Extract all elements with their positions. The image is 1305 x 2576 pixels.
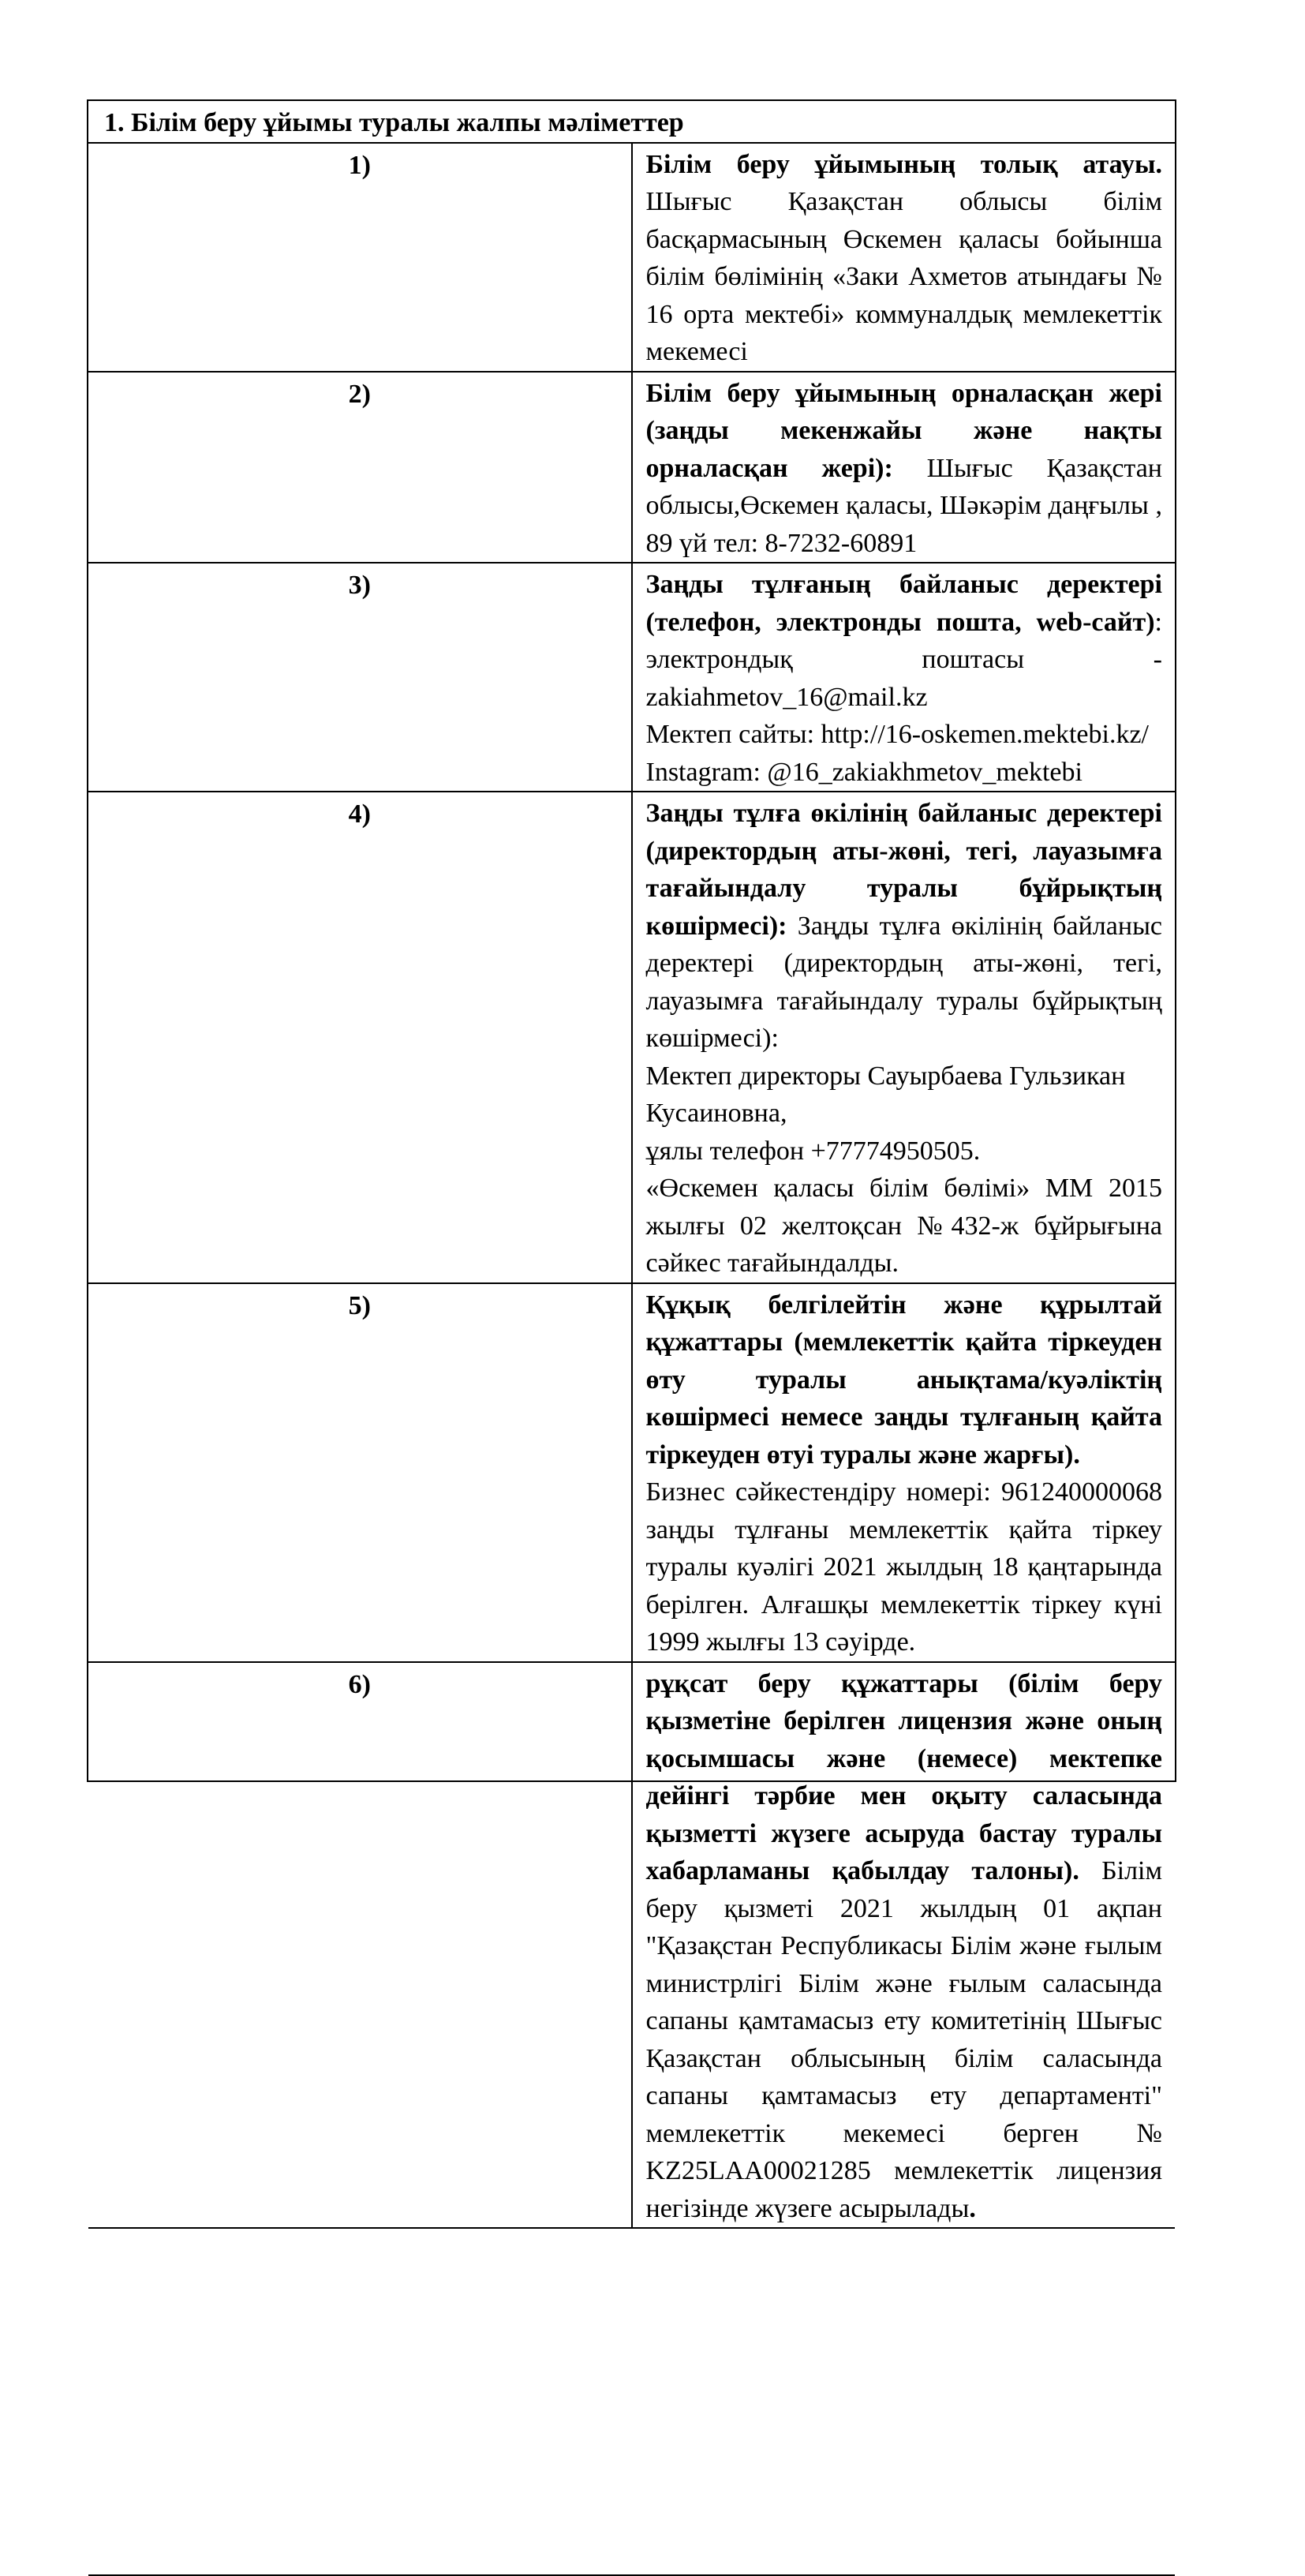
row-content xyxy=(632,792,1176,1283)
empty-row xyxy=(88,2228,1175,2575)
document-table-frame xyxy=(87,99,1176,2223)
row-number: 6) xyxy=(88,1662,632,2229)
section-header-row xyxy=(88,101,1175,143)
website-line: Мектеп сайты: http://16-oskemen.mektebi.kz/ xyxy=(645,720,1149,749)
row-number: 5) xyxy=(88,1283,632,1662)
row-number: 4) xyxy=(88,792,632,1283)
row-text: Білім беру қызметі 2021 жылдың 01 ақпан "Қазақстан Республикасы Білім және ғылым министрлігі Білім және ғылым саласында сапаны қамтамасыз ету комитетінің Шығыс Қазақстан облысының білім саласында сапаны қамтамасыз ету департаменті" мемлекеттік мекемесі берген № KZ25LAA00021285 мемлекеттік лицензия негізінде жүзеге асырылады xyxy=(645,1856,1162,2223)
section-title: 1. Білім беру ұйымы туралы жалпы мәліметтер xyxy=(88,101,1175,143)
table-row xyxy=(88,1283,1175,1662)
row-paragraph xyxy=(646,1665,1163,2228)
row-heading: рұқсат беру құжаттары (білім беру қызметіне берілген лицензия және оның қосымшасы және (немесе) мектепке дейінгі тәрбие мен оқыту саласында қызметті жүзеге асыруда бастау туралы хабарламаны қабылдау талоны). xyxy=(645,1668,1162,1885)
row-paragraph xyxy=(646,375,1163,563)
row-number: 3) xyxy=(88,563,632,792)
row-text: : электрондық поштасы - zakiahmetov_16@mail.kz xyxy=(645,607,1162,712)
row-paragraph xyxy=(646,146,1163,371)
table-row xyxy=(88,372,1175,564)
row-text: Бизнес сәйкестендіру номері: 961240000068 заңды тұлғаны мемлекеттік қайта тіркеу туралы куәлігі 2021 жылдың 18 қаңтарында берілген. Алғашқы мемлекеттік тіркеу күні 1999 жылғы 13 сәуірде. xyxy=(645,1477,1162,1657)
row-content xyxy=(632,1662,1176,2229)
row-paragraph xyxy=(646,566,1163,716)
row-text: Шығыс Қазақстан облысы білім басқармасының Өскемен қаласы бойынша білім бөлімінің «Заки Ахметов атындағы № 16 орта мектебі» коммуналдық мемлекеттік мекемесі xyxy=(645,187,1162,366)
instagram-line: Instagram: @16_zakiakhmetov_mektebi xyxy=(645,757,1083,787)
row-content xyxy=(632,563,1176,792)
row-text-end: . xyxy=(969,2193,976,2223)
general-info-table xyxy=(88,101,1175,2576)
row-heading: Құқық белгілейтін және құрылтай құжаттары (мемлекеттік қайта тіркеуден өту туралы анықтама/куәліктің көшірмесі немесе заңды тұлғаның қайта тіркеуден өтуі туралы және жарғы). xyxy=(645,1290,1162,1470)
row-number: 2) xyxy=(88,372,632,564)
row-text: Шығыс Қазақстан облысы,Өскемен қаласы, Шәкәрім даңғылы , 89 үй тел: 8-7232-60891 xyxy=(645,453,1162,558)
table-row xyxy=(88,1662,1175,2229)
row-heading: Заңды тұлға өкілінің байланыс деректері (директордың аты-жөні, тегі, лауазымға тағайындалу туралы бұйрықтың көшірмесі): xyxy=(645,799,1162,941)
row-paragraph xyxy=(646,795,1163,1058)
row-content xyxy=(632,1283,1176,1662)
row-content xyxy=(632,143,1176,372)
phone-line: ұялы телефон +77774950505. xyxy=(645,1136,981,1166)
table-row xyxy=(88,563,1175,792)
row-number: 1) xyxy=(88,143,632,372)
row-heading: Білім беру ұйымының толық атауы. xyxy=(645,149,1162,179)
row-content xyxy=(632,372,1176,564)
table-row xyxy=(88,792,1175,1283)
director-line: Мектеп директоры Сауырбаева Гульзикан Кусаиновна, xyxy=(645,1061,1126,1128)
appointment-order-text: «Өскемен қаласы білім бөлімі» ММ 2015 жылғы 02 желтоқсан №432-ж бұйрығына сәйкес тағайындалды. xyxy=(645,1174,1162,1278)
row-text: Заңды тұлға өкілінің байланыс деректері (директордың аты-жөні, тегі, лауазымға тағайындалу туралы бұйрықтың көшірмесі): xyxy=(645,911,1162,1053)
empty-cell xyxy=(88,2228,1175,2575)
table-row xyxy=(88,143,1175,372)
row-heading: Білім беру ұйымының орналасқан жері (заңды мекенжайы және нақты орналасқан жері): xyxy=(645,378,1162,483)
row-heading: Заңды тұлғаның байланыс деректері (телефон, электронды пошта, web-сайт) xyxy=(645,570,1162,637)
